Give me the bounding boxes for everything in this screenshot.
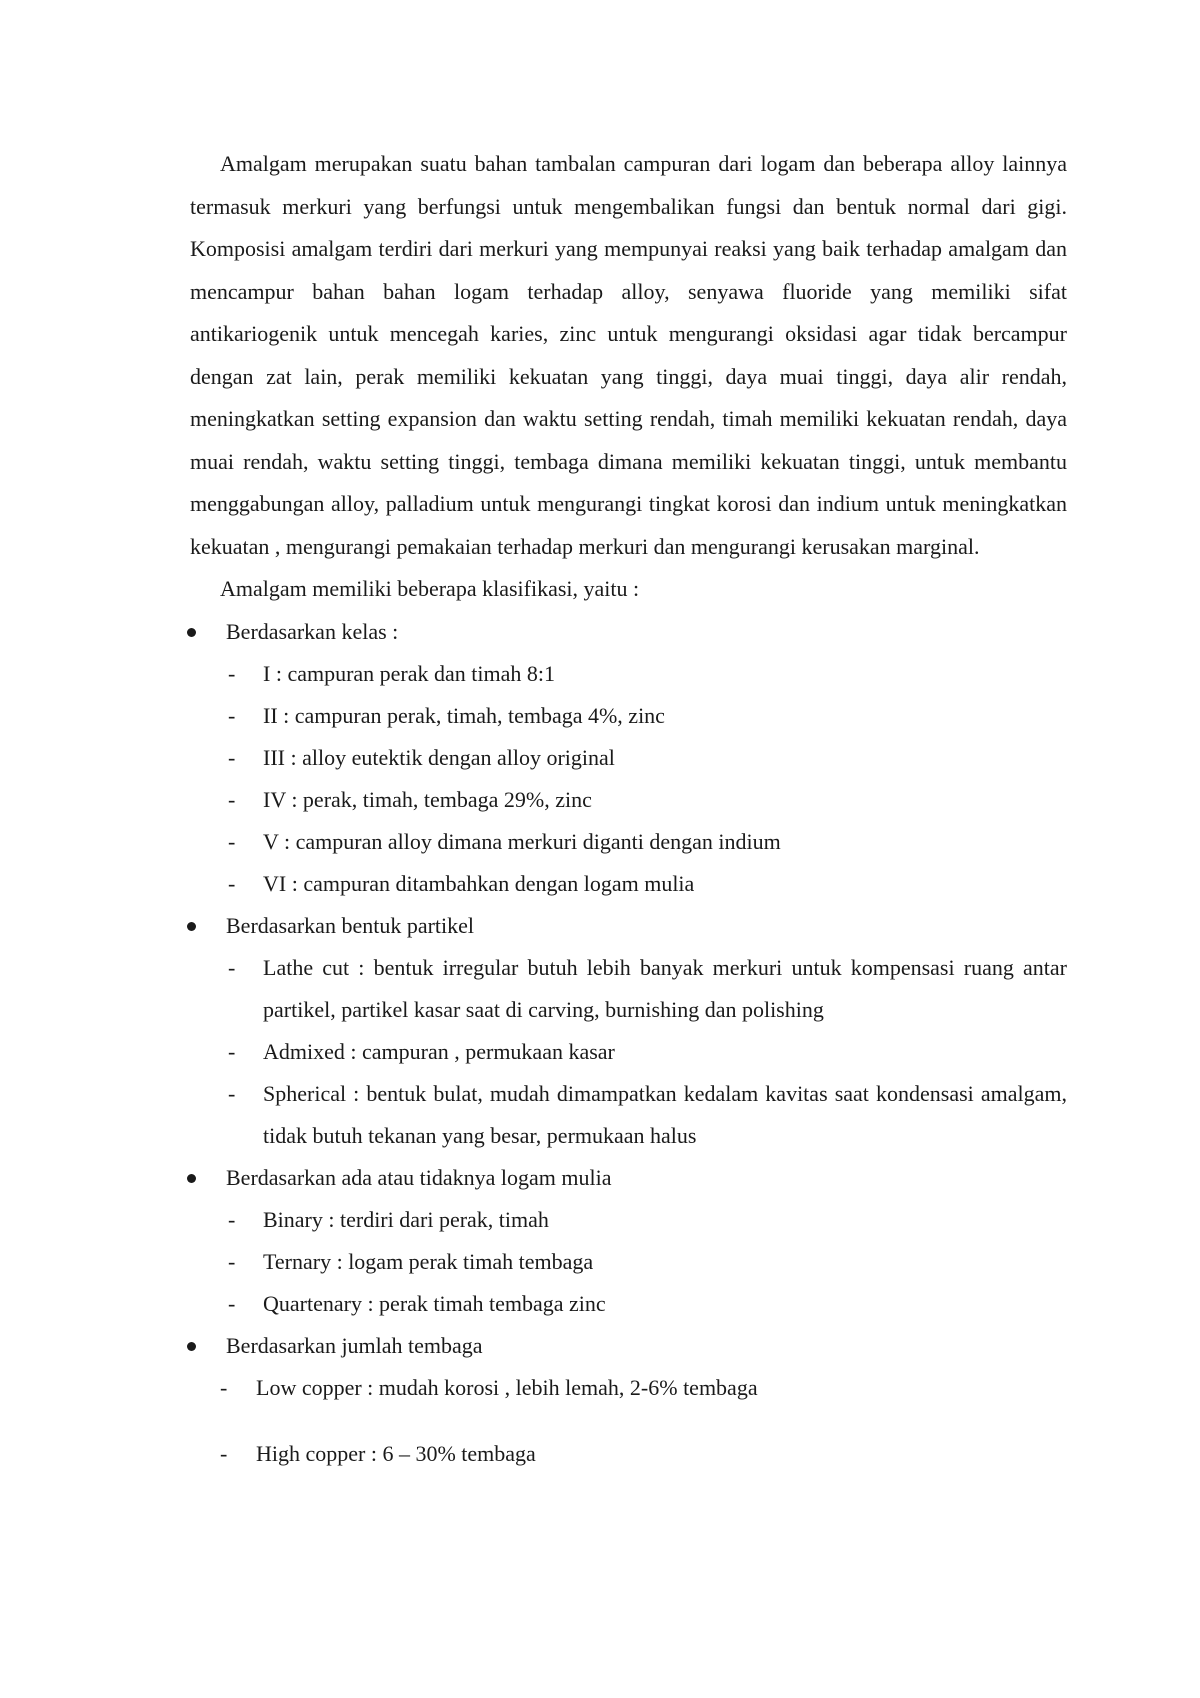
document-page [190,143,1067,1475]
dash-marker: - [228,870,236,896]
dash-marker: - [228,786,236,812]
list-item [190,779,1067,821]
bullet-dot-icon [187,922,196,931]
list-item-text: III : alloy eutektik dengan alloy original [263,744,615,770]
dash-marker: - [220,1374,228,1400]
dash-marker: - [220,1440,228,1466]
list-item [190,1433,1067,1475]
dash-marker: - [228,828,236,854]
list-item-text: High copper : 6 – 30% tembaga [256,1440,536,1466]
dash-marker: - [228,954,236,980]
bullet-title: Berdasarkan kelas : [226,618,399,644]
list-item-text: Lathe cut : bentuk irregular butuh lebih banyak merkuri untuk kompensasi ruang antar partikel, partikel kasar saat di carving, burnishing dan polishing [263,954,1067,1022]
dash-marker: - [228,702,236,728]
list-item-text: Low copper : mudah korosi , lebih lemah, 2-6% tembaga [256,1374,758,1400]
dash-marker: - [228,1290,236,1316]
classification-intro-paragraph: Amalgam memiliki beberapa klasifikasi, yaitu : [220,576,640,601]
list-item [190,695,1067,737]
bullet-title: Berdasarkan jumlah tembaga [226,1332,483,1358]
bullet-item-jumlah-tembaga [190,1325,1067,1367]
sub-list-container [190,1367,1067,1475]
list-item [190,1031,1067,1073]
list-item-text: I : campuran perak dan timah 8:1 [263,660,556,686]
bullet-item-logam-mulia [190,1157,1067,1199]
list-item-text: Quartenary : perak timah tembaga zinc [263,1290,606,1316]
bullet-title: Berdasarkan ada atau tidaknya logam mulia [226,1164,612,1190]
dash-marker: - [228,660,236,686]
list-item [190,737,1067,779]
list-item-text: V : campuran alloy dimana merkuri diganti dengan indium [263,828,781,854]
list-item-text: Admixed : campuran , permukaan kasar [263,1038,615,1064]
list-item [190,947,1067,1031]
sub-list-logam-mulia [190,1199,1067,1325]
sub-list-kelas [190,653,1067,905]
bullet-title: Berdasarkan bentuk partikel [226,912,475,938]
bullet-dot-icon [187,1174,196,1183]
list-item-text: Ternary : logam perak timah tembaga [263,1248,594,1274]
list-item [190,1283,1067,1325]
sub-list-bentuk-partikel [190,947,1067,1157]
sub-list-container [190,947,1067,1157]
list-item [190,1073,1067,1157]
dash-marker: - [228,1248,236,1274]
list-item [190,1367,1067,1409]
list-item-text: II : campuran perak, timah, tembaga 4%, zinc [263,702,665,728]
bullet-dot-icon [187,628,196,637]
bullet-dot-icon [187,1342,196,1351]
list-item-text: IV : perak, timah, tembaga 29%, zinc [263,786,592,812]
list-item [190,653,1067,695]
list-item-text: Binary : terdiri dari perak, timah [263,1206,549,1232]
sub-list-container [190,653,1067,905]
list-item [190,821,1067,863]
list-item-text: Spherical : bentuk bulat, mudah dimampatkan kedalam kavitas saat kondensasi amalgam, tidak butuh tekanan yang besar, permukaan halus [263,1080,1067,1148]
bullet-item-kelas [190,611,1067,653]
classification-list [190,611,1067,1475]
list-item [190,1199,1067,1241]
dash-marker: - [228,1206,236,1232]
dash-marker: - [228,1038,236,1064]
bullet-item-bentuk-partikel [190,905,1067,947]
dash-marker: - [228,1080,236,1106]
list-item [190,1241,1067,1283]
dash-marker: - [228,744,236,770]
list-item-text: VI : campuran ditambahkan dengan logam mulia [263,870,695,896]
list-item [190,863,1067,905]
sub-list-container [190,1199,1067,1325]
intro-paragraph: Amalgam merupakan suatu bahan tambalan campuran dari logam dan beberapa alloy lainnya termasuk merkuri yang berfungsi untuk mengembalikan fungsi dan bentuk normal dari gigi. Komposisi amalgam terdiri dari merkuri yang mempunyai reaksi yang baik terhadap amalgam dan mencampur bahan bahan logam terhadap alloy, senyawa fluoride yang memiliki sifat antikariogenik untuk mencegah karies, zinc untuk mengurangi oksidasi agar tidak bercampur dengan zat lain, perak memiliki kekuatan yang tinggi, daya muai tinggi, daya alir rendah, meningkatkan setting expansion dan waktu setting rendah, timah memiliki kekuatan rendah, daya muai rendah, waktu setting tinggi, tembaga dimana memiliki kekuatan tinggi, untuk membantu menggabungan alloy, palladium untuk mengurangi tingkat korosi dan indium untuk meningkatkan kekuatan , mengurangi pemakaian terhadap merkuri dan mengurangi kerusakan marginal. [190,151,1067,559]
sub-list-jumlah-tembaga [190,1367,1067,1475]
